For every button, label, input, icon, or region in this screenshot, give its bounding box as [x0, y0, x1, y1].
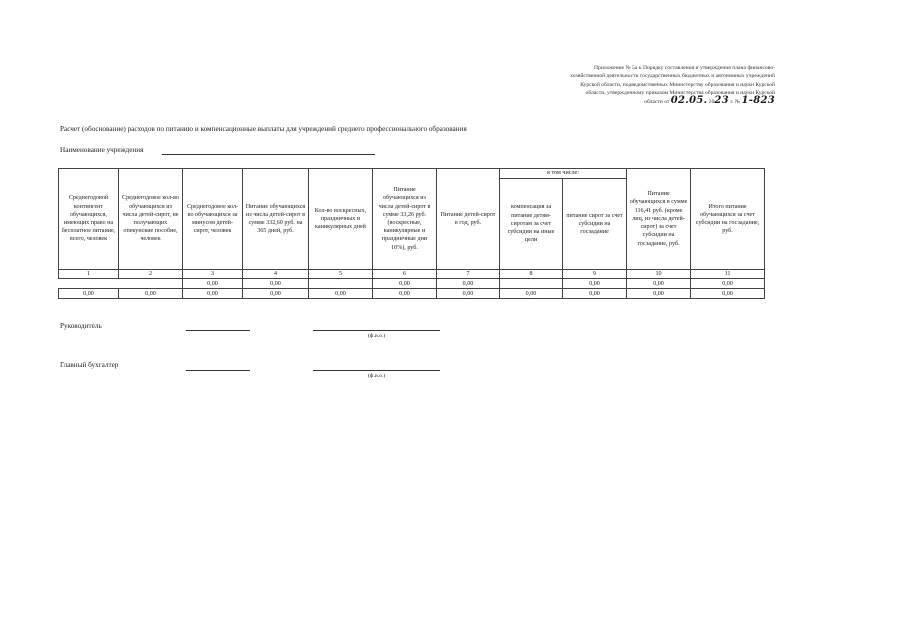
appendix-line-1: Приложение № 5а к Порядку составления и утверждения плана финансово- [594, 65, 775, 71]
header-col-8: компенсация за питание детям-сиротам за счет субсидии на иные цели [500, 179, 563, 270]
table-cell: 0,00 [309, 289, 373, 299]
document-title: Расчет (обоснование) расходов по питанию и компенсационные выплаты для учреждений среднего профессионального образования [60, 125, 467, 133]
header-group-including: в том числе: [500, 169, 627, 179]
appendix-line-2: хозяйственной деятельности государственных бюджетных и автономных учреждений [570, 73, 775, 80]
table-cell: 0,00 [243, 279, 309, 289]
accountant-fio-line[interactable] [313, 370, 440, 371]
table-cell: 0,00 [373, 289, 437, 299]
column-number-row [59, 270, 765, 279]
header-col-6: Питание обучающихся из числа детей-сирот в сумме 33,26 руб. (воскресные, каникулярные и праздничные дни 10%), руб. [373, 169, 437, 270]
column-number: 11 [691, 270, 765, 279]
institution-label: Наименование учреждения [60, 146, 144, 154]
head-fio-caption: (ф.и.о.) [367, 333, 386, 339]
header-col-9: питание сирот за счет субсидии на госзадание [563, 179, 627, 270]
table-row [59, 289, 765, 299]
header-col-1: Среднегодовой контингент обучающихся, имеющих право на бесплатное питание, всего, человек [59, 169, 119, 270]
table-cell: 0,00 [691, 279, 765, 289]
column-number: 1 [59, 270, 119, 279]
header-col-4: Питание обучающихся из числа детей-сирот в сумме 332,60 руб. на 365 дней, руб. [243, 169, 309, 270]
table-cell: 0,00 [59, 289, 119, 299]
header-col-11: Итого питание обучающихся за счет субсидии на госзадание, руб. [691, 169, 765, 270]
head-fio-line[interactable] [313, 330, 440, 331]
accountant-signature-line[interactable] [186, 370, 250, 371]
table-cell: 0,00 [563, 289, 627, 299]
table-cell: 0,00 [243, 289, 309, 299]
handwritten-date: 02.05. [670, 95, 708, 107]
handwritten-year: 23 [714, 95, 729, 107]
column-number: 5 [309, 270, 373, 279]
appendix-line-3: Курской области, подведомственных Министерству образования и науки Курской [580, 81, 775, 88]
column-number: 4 [243, 270, 309, 279]
column-number: 3 [183, 270, 243, 279]
column-number: 8 [500, 270, 563, 279]
column-number: 7 [437, 270, 500, 279]
column-number: 10 [627, 270, 691, 279]
accountant-label: Главный бухгалтер [60, 361, 119, 369]
table-cell [500, 279, 563, 289]
header-col-10: Питание обучающихся в сумме 116,41 руб. (кроме лиц, из числа детей-сирот) за счет субсидии на госзадание, руб. [627, 169, 691, 270]
header-col-7: Питание детей-сирот в год, руб. [437, 169, 500, 270]
table-cell: 0,00 [437, 289, 500, 299]
table-cell: 0,00 [183, 279, 243, 289]
table-row [59, 279, 765, 289]
table-cell [59, 279, 119, 289]
appendix-header [500, 64, 775, 106]
column-number: 2 [119, 270, 183, 279]
accountant-fio-caption: (ф.и.о.) [367, 373, 386, 379]
column-number: 9 [563, 270, 627, 279]
table-cell: 0,00 [373, 279, 437, 289]
head-label: Руководитель [60, 322, 102, 330]
table-cell: 0,00 [500, 289, 563, 299]
handwritten-order-number: 1-823 [741, 95, 775, 107]
table-cell: 0,00 [627, 279, 691, 289]
header-col-2: Среднегодовое кол-во обучающихся из числа детей-сирот, не получающих опекунские пособие, человек [119, 169, 183, 270]
table-cell: 0,00 [563, 279, 627, 289]
appendix-line-4: области, утвержденному приказом Министерства образования и науки Курской [585, 89, 775, 96]
institution-blank-line[interactable] [162, 154, 375, 155]
table-cell [309, 279, 373, 289]
table-cell: 0,00 [183, 289, 243, 299]
header-col-5: Кол-во воскресных, праздничных и каникулярных дней [309, 169, 373, 270]
table-cell: 0,00 [119, 289, 183, 299]
table-cell: 0,00 [691, 289, 765, 299]
institution-row [60, 146, 143, 154]
calculation-table [58, 168, 765, 299]
table-cell: 0,00 [437, 279, 500, 289]
head-signature-line[interactable] [186, 330, 250, 331]
column-number: 6 [373, 270, 437, 279]
appendix-line-5: области от 02.05. 2023 г. № 1-823 [644, 95, 775, 107]
header-col-3: Среднегодовое кол-во обучающихся за минусом детей-сирот, человек [183, 169, 243, 270]
table-cell [119, 279, 183, 289]
table-cell: 0,00 [627, 289, 691, 299]
